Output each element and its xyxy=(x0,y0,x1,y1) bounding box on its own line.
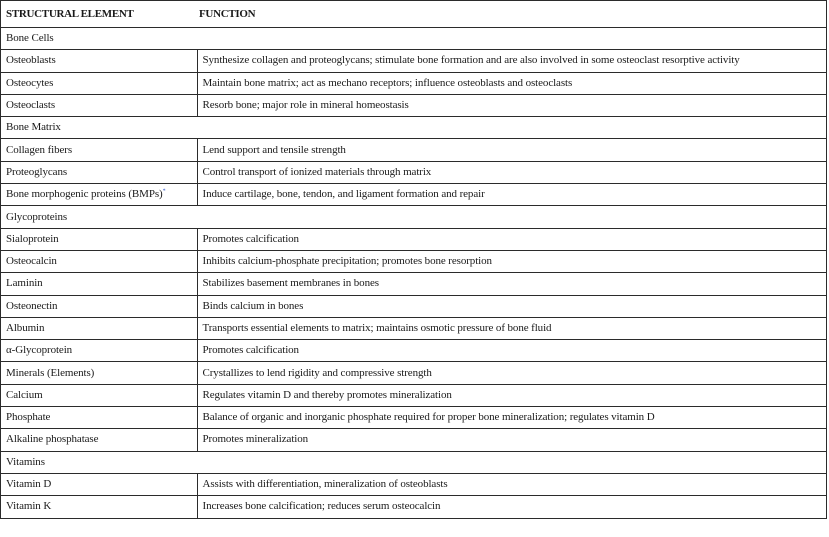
structural-element-cell xyxy=(1,161,198,183)
structural-element-cell xyxy=(1,384,198,406)
structural-element-cell xyxy=(1,295,198,317)
structural-element-text: Vitamin K xyxy=(6,500,52,513)
table-row xyxy=(1,407,827,429)
table-header xyxy=(1,1,827,28)
table-row xyxy=(1,384,827,406)
structural-element-cell xyxy=(1,72,198,94)
structural-element-text: Albumin xyxy=(6,322,45,334)
structural-element-cell xyxy=(1,139,198,161)
function-cell: Lend support and tensile strength xyxy=(197,139,827,161)
footnote-marker[interactable]: * xyxy=(162,188,166,195)
section-row xyxy=(1,451,827,473)
function-cell: Maintain bone matrix; act as mechano receptors; influence osteoblasts and osteoclasts xyxy=(197,72,827,94)
structural-element-text: Osteocytes xyxy=(6,76,54,89)
table-row xyxy=(1,184,827,206)
function-cell: Assists with differentiation, mineralization of osteoblasts xyxy=(197,473,827,495)
function-cell: Resorb bone; major role in mineral homeostasis xyxy=(197,94,827,116)
function-cell: Regulates vitamin D and thereby promotes mineralization xyxy=(197,384,827,406)
structural-element-cell xyxy=(1,340,198,362)
structural-element-text: Alkaline phosphatase xyxy=(6,433,99,446)
function-cell: Stabilizes basement membranes in bones xyxy=(197,273,827,295)
structural-element-text: Osteoclasts xyxy=(6,99,56,112)
section-label: Bone Matrix xyxy=(1,117,827,139)
structural-element-cell xyxy=(1,250,198,272)
header-row xyxy=(1,1,827,28)
function-cell: Balance of organic and inorganic phosphate required for proper bone mineralization; regulates vitamin D xyxy=(197,407,827,429)
structural-element-text: Calcium xyxy=(6,388,43,401)
table-row xyxy=(1,50,827,72)
table-row xyxy=(1,362,827,384)
structural-element-text: Osteonectin xyxy=(6,299,58,312)
header-structural-element: STRUCTURAL ELEMENT xyxy=(1,1,198,28)
structural-element-text: Vitamin D xyxy=(6,478,52,491)
section-row xyxy=(1,206,827,228)
structural-element-text: Bone morphogenic proteins (BMPs) xyxy=(6,188,163,201)
structural-element-text: α-Glycoprotein xyxy=(6,344,73,357)
structural-element-cell xyxy=(1,496,198,518)
structural-element-cell xyxy=(1,473,198,495)
function-cell: Promotes calcification xyxy=(197,340,827,362)
structural-element-cell xyxy=(1,407,198,429)
structural-element-cell xyxy=(1,228,198,250)
section-row xyxy=(1,117,827,139)
function-cell: Crystallizes to lend rigidity and compressive strength xyxy=(197,362,827,384)
structural-element-text: Collagen fibers xyxy=(6,143,73,156)
structural-element-cell xyxy=(1,184,198,206)
structural-element-text: Phosphate xyxy=(6,411,51,424)
structural-element-text: Minerals (Elements) xyxy=(6,366,95,379)
table-row xyxy=(1,317,827,339)
section-row xyxy=(1,28,827,50)
function-cell: Inhibits calcium-phosphate precipitation; promotes bone resorption xyxy=(197,250,827,272)
table-row xyxy=(1,340,827,362)
header-function: FUNCTION xyxy=(197,1,827,28)
table-row xyxy=(1,72,827,94)
structural-element-cell xyxy=(1,429,198,451)
table-row xyxy=(1,250,827,272)
structural-element-text: Sialoprotein xyxy=(6,232,59,245)
table-row xyxy=(1,496,827,518)
structural-element-cell xyxy=(1,50,198,72)
function-cell: Increases bone calcification; reduces serum osteocalcin xyxy=(197,496,827,518)
function-cell: Binds calcium in bones xyxy=(197,295,827,317)
table-row xyxy=(1,228,827,250)
table-row xyxy=(1,473,827,495)
table-row xyxy=(1,295,827,317)
table-row xyxy=(1,94,827,116)
structural-element-cell xyxy=(1,317,198,339)
function-cell: Induce cartilage, bone, tendon, and ligament formation and repair xyxy=(197,184,827,206)
section-label: Vitamins xyxy=(1,451,827,473)
table-row xyxy=(1,139,827,161)
section-label: Glycoproteins xyxy=(1,206,827,228)
function-cell: Synthesize collagen and proteoglycans; stimulate bone formation and are also involved in some osteoclast resorptive activity xyxy=(197,50,827,72)
section-label: Bone Cells xyxy=(1,28,827,50)
table-row xyxy=(1,429,827,451)
table-body xyxy=(1,28,827,519)
structural-element-cell xyxy=(1,94,198,116)
function-cell: Promotes mineralization xyxy=(197,429,827,451)
structural-element-text: Laminin xyxy=(6,277,43,290)
structural-element-text: Osteocalcin xyxy=(6,255,57,268)
function-cell: Transports essential elements to matrix; maintains osmotic pressure of bone fluid xyxy=(197,317,827,339)
structural-element-text: Proteoglycans xyxy=(6,165,68,178)
structural-element-cell xyxy=(1,273,198,295)
table-row xyxy=(1,273,827,295)
table-row xyxy=(1,161,827,183)
structural-element-text: Osteoblasts xyxy=(6,54,56,67)
structural-element-cell xyxy=(1,362,198,384)
function-cell: Control transport of ionized materials through matrix xyxy=(197,161,827,183)
function-cell: Promotes calcification xyxy=(197,228,827,250)
